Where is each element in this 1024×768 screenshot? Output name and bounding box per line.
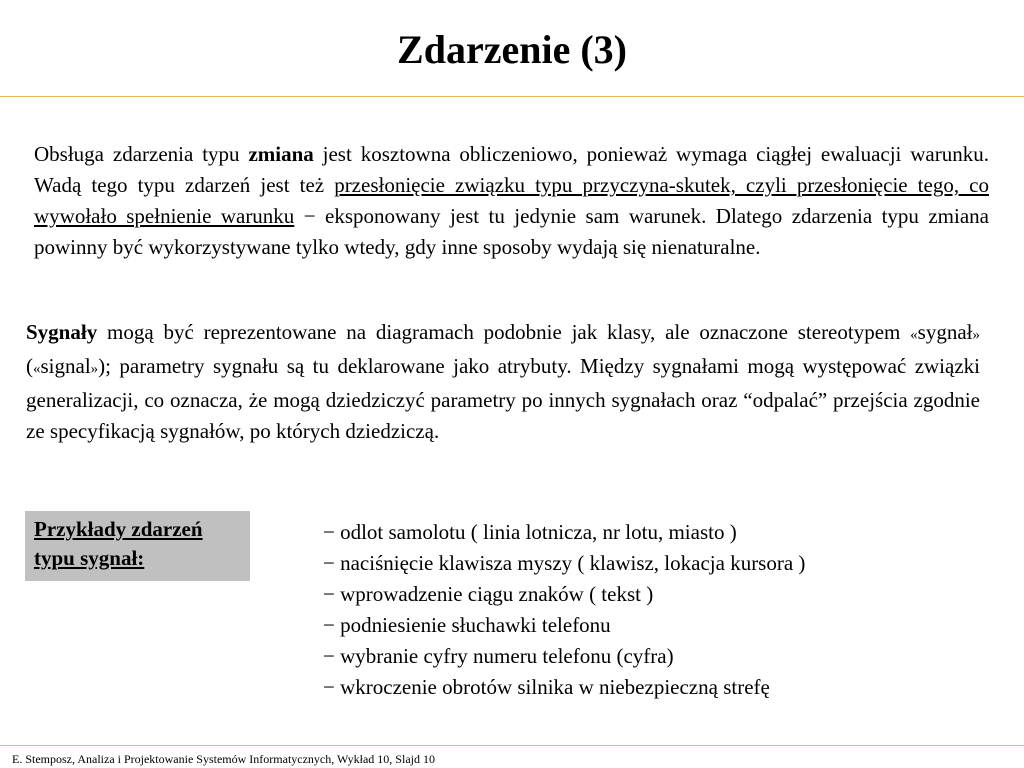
p2-guillemet-close-1: » [972,327,980,343]
examples-list [323,517,805,703]
examples-label-box [25,511,250,581]
paragraph-change-event [34,139,989,263]
p1-text-middle: jest kosztowna obliczeniowo, ponieważ wymaga ciągłej ewaluacji warunku. Wadą tego typu zdarzeń jest też [34,142,989,197]
p1-text-start: Obsługa zdarzenia typu [34,142,249,166]
list-item: − podniesienie słuchawki telefonu [323,613,611,637]
slide-title: Zdarzenie (3) [397,27,627,72]
slide-footer: E. Stemposz, Analiza i Projektowanie Systemów Informatycznych, Wykład 10, Slajd 10 [12,752,435,766]
examples-label-line-2: typu sygnał: [34,546,145,570]
paragraph-signals [26,317,980,447]
p2-guillemet-open-1: « [910,327,918,343]
p2-guillemet-open-2: « [33,361,41,377]
list-item: − wybranie cyfry numeru telefonu (cyfra) [323,644,674,668]
list-item: − wprowadzenie ciągu znaków ( tekst ) [323,582,654,606]
p2-text-1: mogą być reprezentowane na diagramach podobnie jak klasy, ale oznaczone stereotypem [97,320,911,344]
list-item: − naciśnięcie klawisza myszy ( klawisz, lokacja kursora ) [323,551,806,575]
examples-label-line-1: Przykłady zdarzeń [34,517,203,541]
p1-underlined-text: przesłonięcie związku typu przyczyna-skutek, czyli przesłonięcie tego, co wywołało spełnienie warunku [34,173,989,228]
bottom-divider [0,745,1024,746]
list-item: − wkroczenie obrotów silnika w niebezpieczną strefę [323,675,770,699]
p1-bold-term: zmiana [248,142,314,166]
list-item: − odlot samolotu ( linia lotnicza, nr lotu, miasto ) [323,520,737,544]
p2-stereotype-2: signal [40,354,91,378]
p2-guillemet-close-2: » [90,361,99,377]
p2-stereotype-1: sygnał [917,320,973,344]
p2-bold-term: Sygnały [26,320,98,344]
examples-label [34,515,248,573]
p2-text-2: ( [26,354,33,378]
p1-text-end: − eksponowany jest tu jedynie sam warunek. Dlatego zdarzenia typu zmiana powinny być wykorzystywane tylko wtedy, gdy inne sposoby wydają się nienaturalne. [34,204,989,259]
top-divider [0,96,1024,97]
p2-text-3: ); parametry sygnału są tu deklarowane jako atrybuty. Między sygnałami mogą występować związki generalizacji, co oznacza, że mogą dziedziczyć parametry po innych sygnałach oraz “odpalać” przejścia zgodnie ze specyfikacją sygnałów, po których dziedziczą. [26,354,980,443]
